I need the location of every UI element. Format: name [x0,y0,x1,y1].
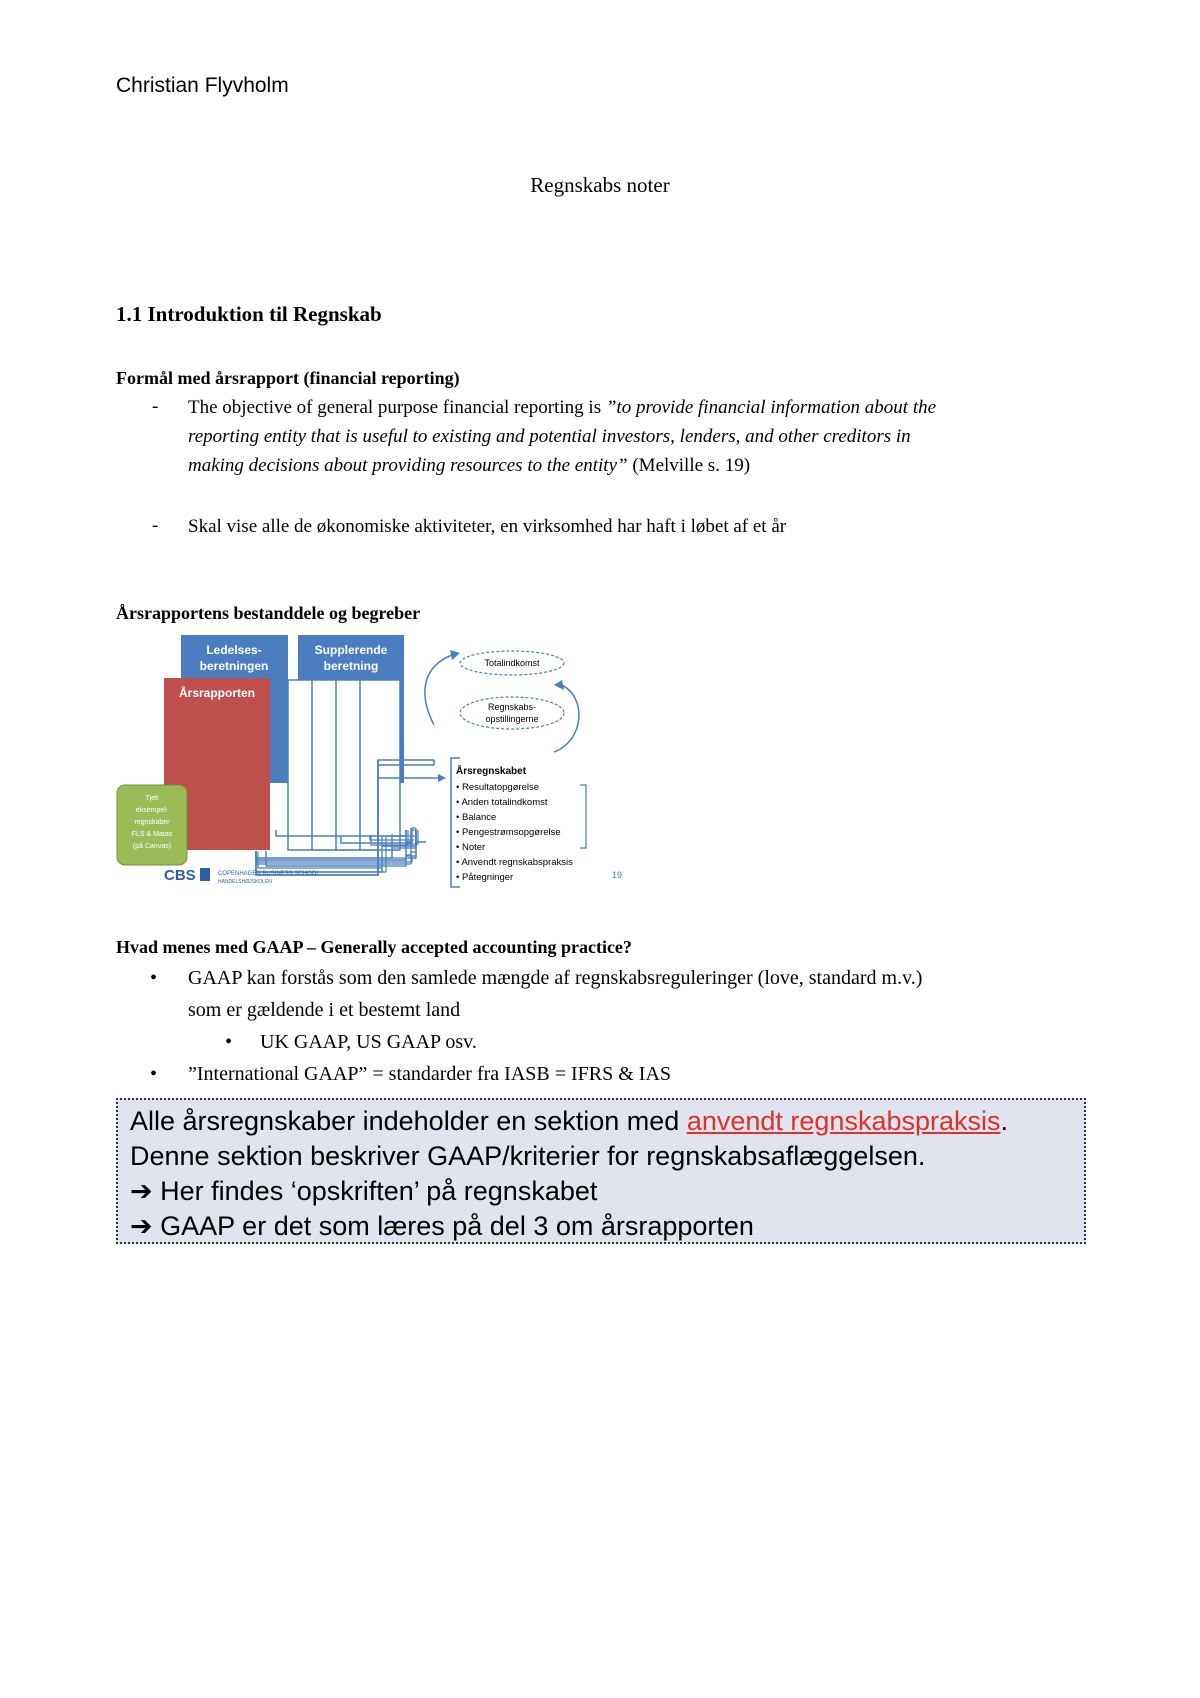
formal-bullet-1-line1 [188,393,1088,422]
arrow-icon: ➔ [130,1176,153,1206]
cbs-logo-mark [200,868,210,881]
callout-line-1 [130,1104,1084,1139]
statement-item: • Resultatopgørelse [456,782,540,793]
arsregnskabet-label: Årsregnskabet [456,766,527,777]
document-title: Regnskabs noter [530,173,670,197]
ledelses-label-1: Ledelses- [206,643,262,657]
statement-item: • Påtegninger [456,872,514,883]
connector-line [378,875,434,880]
statement-item: • Pengestrømsopgørelse [456,827,561,838]
formal-bullet-1-citation: (Melville s. 19) [627,455,751,476]
components-heading: Årsrapportens bestanddele og begreber [116,603,421,623]
annual-report-diagram [116,630,676,900]
formal-bullet-1-quote-l3: making decisions about providing resources to the entity” [188,455,628,476]
author-name: Christian Flyvholm [116,74,289,97]
slide-page-number: 19 [612,870,623,880]
formal-bullet-1-prefix: The objective of general purpose financial reporting is [188,397,606,418]
formal-heading: Formål med årsrapport (financial reporting) [116,368,460,388]
formal-bullet-1 [188,393,1088,480]
dash-marker: - [152,515,159,536]
bullet-marker: • [225,1031,233,1053]
gaap-sub-bullet: UK GAAP, US GAAP osv. [260,1031,477,1053]
arsrapporten-label: Årsrapporten [178,686,256,700]
gaap-bullet-1-line1: GAAP kan forstås som den samlede mængde af regnskabsreguleringer (love, standard m.v.) [188,967,923,989]
callout-line-1-suffix: . [1000,1106,1009,1136]
bullet-marker: • [150,1063,158,1085]
callout-line-3-text: Her findes ‘opskriften’ på regnskabet [160,1176,598,1206]
loop-arrow-left [425,655,452,725]
green-line-2: eksempel- [135,807,169,814]
green-line-5: (på Canvas) [132,843,172,850]
regnskabs-label-1: Regnskabs- [487,702,537,712]
statement-item: • Noter [456,842,486,853]
green-line-1: Tjek [145,795,159,802]
statement-item: • Anden totalindkomst [456,797,548,808]
callout-line-4-text: GAAP er det som læres på del 3 om årsrapporten [160,1211,754,1241]
cbs-sub: HANDELSHØJSKOLEN [218,879,272,885]
green-line-3: regnskaber [134,819,170,826]
statements-bracket [580,785,586,848]
formal-bullet-1-quote-l2: reporting entity that is useful to existing and potential investors, lenders, and other creditors in [188,426,911,447]
gaap-bullet-1 [188,962,1108,1026]
supplerende-label-1: Supplerende [314,643,388,657]
callout-line-4 [130,1209,1084,1244]
callout-highlight: anvendt regnskabspraksis [686,1106,1001,1136]
callout-line-2: Denne sektion beskriver GAAP/kriterier for regnskabsaflæggelsen. [130,1141,926,1171]
formal-bullet-1-quote-l1: ”to provide financial information about the [605,397,937,418]
cbs-name: COPENHAGEN BUSINESS SCHOOL [218,871,320,877]
arrow-head [438,774,446,782]
gaap-heading: Hvad menes med GAAP – Generally accepted accounting practice? [116,937,632,957]
green-line-4: FLS & Matas [131,831,173,838]
loop-arrow-head-left [450,650,460,660]
formal-bullet-1-line2 [188,422,1088,451]
statement-item: • Anvendt regnskabspraksis [456,857,573,868]
callout-box [116,1098,1086,1244]
bullet-marker: • [150,967,158,989]
dash-marker: - [152,396,159,417]
formal-bullet-1-line3 [188,451,1088,480]
formal-bullet-2: Skal vise alle de økonomiske aktiviteter, en virksomhed har haft i løbet af et år [188,516,787,537]
ledelses-label-2: beretningen [199,659,269,673]
supplerende-label-2: beretning [323,659,379,673]
cbs-logo: CBS [164,867,196,884]
gaap-bullet-2: ”International GAAP” = standarder fra IASB = IFRS & IAS [188,1063,672,1085]
gaap-bullet-1-line2: som er gældende i et bestemt land [188,999,461,1021]
loop-arrow-head-right [554,680,564,690]
section-heading: 1.1 Introduktion til Regnskab [116,302,382,326]
callout-line-1-prefix: Alle årsregnskaber indeholder en sektion med [130,1106,687,1136]
statement-item: • Balance [456,812,497,823]
regnskabs-label-2: opstillingerne [485,714,539,724]
callout-line-3 [130,1174,1084,1209]
arrow-icon: ➔ [130,1211,153,1241]
totalindkomst-label: Totalindkomst [484,658,540,668]
